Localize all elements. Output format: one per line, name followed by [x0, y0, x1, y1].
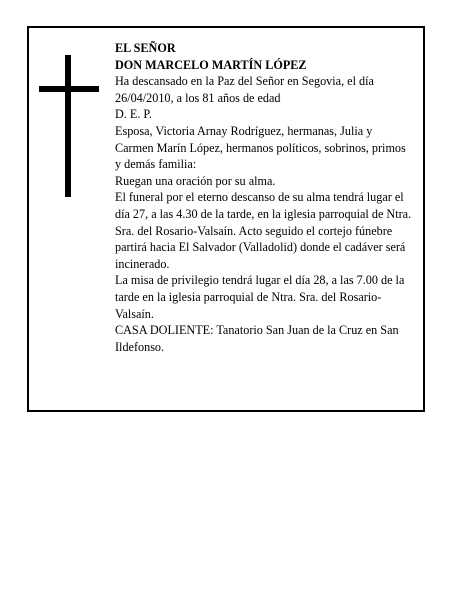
funeral-details: El funeral por el eterno descanso de su alma tendrá lugar el día 27, a las 4.30 de la tarde, en la iglesia parroquial de Ntra. Sra. del Rosario-Valsaín. Acto seguido el cortejo fúnebre partirá hacia El Salvador (Valladolid) donde el cadáver será incinerado. — [115, 190, 412, 271]
notice-body — [115, 40, 413, 355]
prayer-request: Ruegan una oración por su alma. — [115, 173, 276, 188]
rest-in-peace: D. E. P. — [115, 107, 152, 122]
death-announcement: Ha descansado en la Paz del Señor en Segovia, el día 26/04/2010, a los 81 años de edad — [115, 74, 374, 105]
family-list: Esposa, Victoria Arnay Rodríguez, hermanas, Julia y Carmen Marín López, hermanos políticos, sobrinos, primos y demás familia: — [115, 123, 406, 172]
mass-details: La misa de privilegio tendrá lugar el día 28, a las 7.00 de la tarde en la iglesia parroquial de Ntra. Sra. del Rosario-Valsaín. — [115, 273, 405, 321]
cross-horizontal-bar — [39, 86, 99, 92]
funeral-home: CASA DOLIENTE: Tanatorio San Juan de la Cruz en San Ildefonso. — [115, 323, 399, 354]
notice-title-line1: EL SEÑOR — [115, 41, 176, 55]
cross-vertical-bar — [65, 55, 71, 197]
deceased-name: DON MARCELO MARTÍN LÓPEZ — [115, 57, 307, 72]
cross-icon — [39, 55, 99, 197]
obituary-notice — [27, 26, 425, 412]
